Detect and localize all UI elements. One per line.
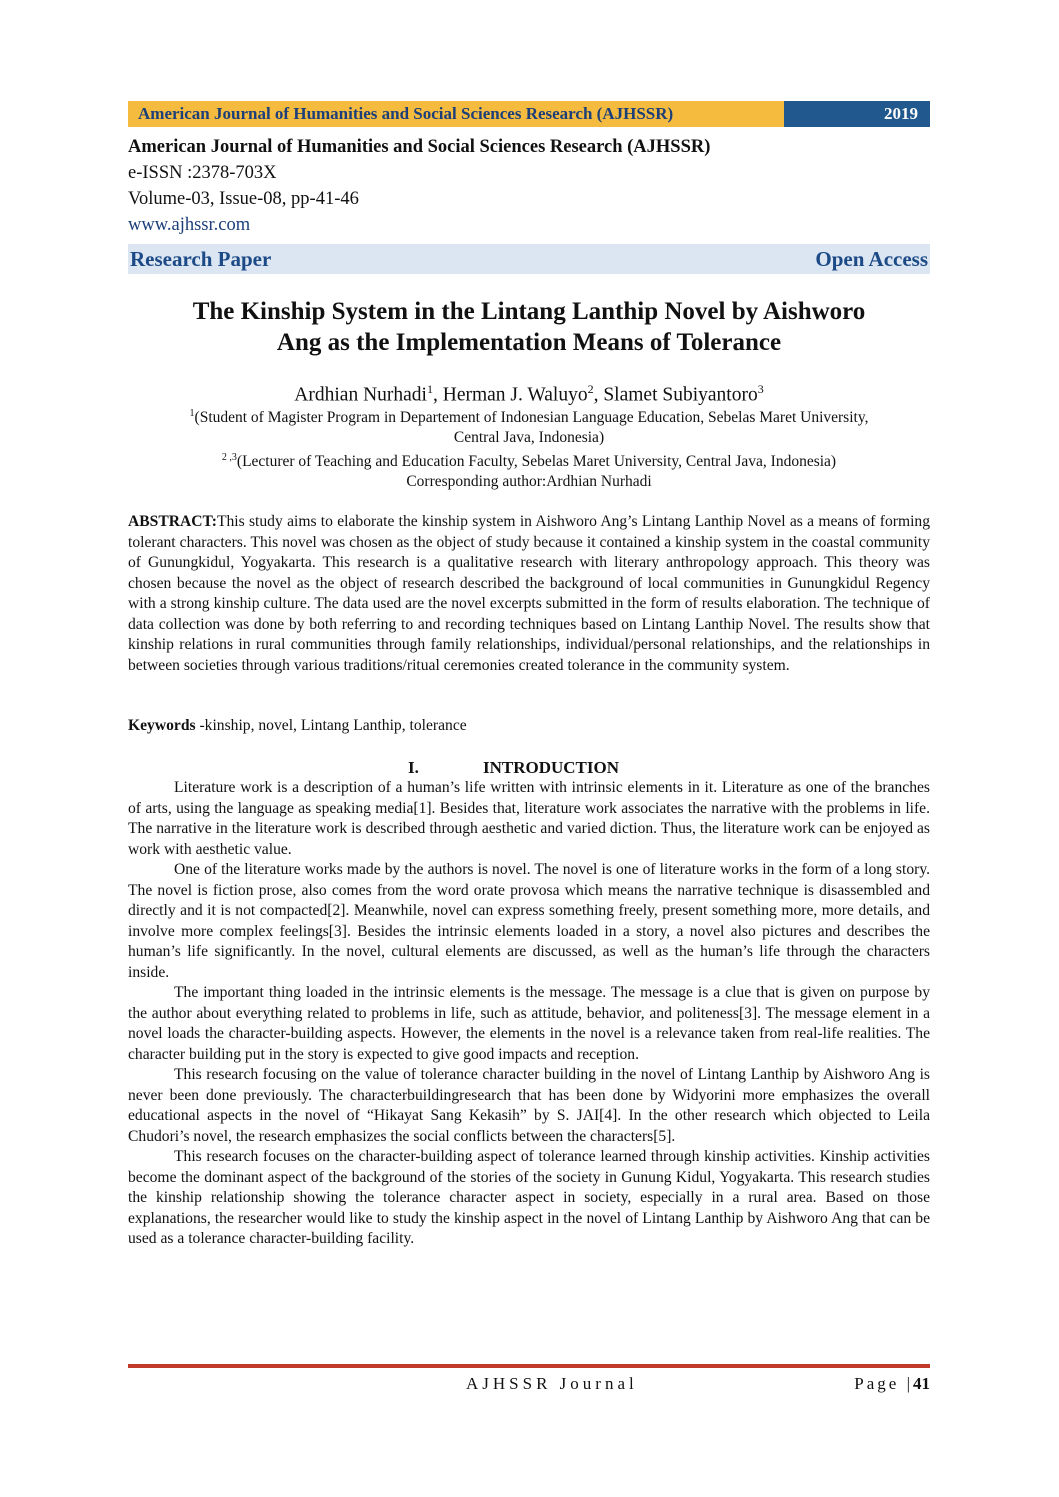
- author-sup: 1: [426, 382, 433, 396]
- paper-type: Research Paper: [130, 246, 272, 271]
- footer-rule: [128, 1364, 930, 1368]
- volume-issue: Volume-03, Issue-08, pp-41-46: [128, 189, 359, 209]
- paper-title: [128, 296, 930, 358]
- paper-type-bar: [128, 244, 930, 274]
- introduction-body: [128, 778, 930, 1250]
- footer-journal: AJHSSR Journal: [466, 1374, 638, 1393]
- section-number: I.: [408, 758, 419, 777]
- journal-website-link[interactable]: www.ajhssr.com: [128, 215, 251, 235]
- body-paragraph: Literature work is a description of a human’s life written with intrinsic elements in it. Literature as one of the branches of arts, using the language as speaking media[1]. Besides that, literature work associates the narrative with the problems in life. The narrative in the literature work is described through aesthetic and varied diction. Thus, the literature work can be enjoyed as work with aesthetic value.: [128, 779, 930, 858]
- abstract-label: ABSTRACT:: [128, 513, 217, 530]
- abstract-text: This study aims to elaborate the kinship system in Aishworo Ang’s Lintang Lanthip Novel as a means of forming tolerant characters. This novel was chosen as the object of study because it contained a kinship system in the coastal community of Gunungkidul, Yogyakarta. This research is a qualitative research with literary anthropology approach. This theory was chosen because the novel as the object of research described the background of local communities in Gunungkidul Regency with a strong kinship culture. The data used are the novel excerpts submitted in the form of results elaboration. The technique of data collection was done by both referring to and recording techniques based on Lintang Lanthip Novel. The results show that kinship relations in rural communities through family relationships, individual/personal relationships, and the relationships in between societies through various traditions/ritual ceremonies created tolerance in the community system.: [128, 513, 930, 674]
- author-name: Herman J. Waluyo: [442, 384, 588, 406]
- author-sup: 2: [587, 382, 594, 396]
- page-label: Page |: [854, 1374, 913, 1393]
- running-header-band: [128, 101, 930, 127]
- open-access-label: Open Access: [815, 246, 928, 271]
- author-name: Slamet Subiyantoro: [603, 384, 758, 406]
- page-number-block: [854, 1374, 930, 1394]
- keywords: [128, 716, 930, 736]
- author-name: Ardhian Nurhadi: [294, 384, 427, 406]
- body-paragraph: This research focusing on the value of tolerance character building in the novel of Lintang Lanthip by Aishworo Ang is never been done previously. The characterbuildingresearch that has been done by Widyorini more emphasizes the overall educational aspects in the novel of “Hikayat Sang Kekasih” by S. JAI[4]. In the other research which objected to Leila Chudori’s novel, the research emphasizes the social conflicts between the characters[5].: [128, 1066, 930, 1145]
- issn: e-ISSN :2378-703X: [128, 163, 277, 183]
- section-name: INTRODUCTION: [483, 758, 620, 777]
- affiliation-sup: 1: [189, 408, 195, 419]
- body-paragraph: One of the literature works made by the authors is novel. The novel is one of literature works in the form of a long story. The novel is fiction prose, also comes from the word orate provosa which means the narrative technique is disassembled and directly and it is not compacted[2]. Meanwhile, novel can express something freely, present something more, more details, and involve more complex feelings[3]. Besides the intrinsic elements loaded in a story, a novel also pictures and describes the human’s life significantly. In the novel, cultural elements are discussed, as well as the human’s life through the characters inside.: [128, 861, 930, 981]
- running-header-journal: American Journal of Humanities and Social Sciences Research (AJHSSR): [128, 101, 784, 127]
- affiliations: [128, 404, 930, 492]
- page-number: 41: [913, 1374, 930, 1393]
- journal-name: American Journal of Humanities and Social Sciences Research (AJHSSR): [128, 137, 711, 157]
- author-list: Ardhian Nurhadi$^1$, Herman J. Waluyo$^2$, Slamet Subiyantoro$^3$: [294, 382, 764, 406]
- affiliation-1: (Student of Magister Program in Departement of Indonesian Language Education, Sebelas Maret University,: [194, 409, 869, 427]
- keywords-label: Keywords: [128, 717, 196, 734]
- running-header-year: 2019: [784, 101, 930, 127]
- journal-meta: [128, 134, 930, 238]
- author-sup: 3: [757, 382, 764, 396]
- abstract: [128, 512, 930, 676]
- corresponding-author: Corresponding author:Ardhian Nurhadi: [406, 473, 652, 491]
- keywords-text: -kinship, novel, Lintang Lanthip, tolerance: [195, 717, 467, 734]
- affiliation-sup: 2 ,3: [221, 452, 237, 464]
- affiliation-2: (Lecturer of Teaching and Education Faculty, Sebelas Maret University, Central Java, Indonesia): [236, 453, 837, 471]
- body-paragraph: The important thing loaded in the intrinsic elements is the message. The message is a clue that is given on purpose by the author about everything related to problems in life, such as attitude, behavior, and politeness[3]. The message element in a novel loads the character-building aspects. However, the elements in the novel is a relevance taken from real-life realities. The character building put in the story is expected to give good impacts and reception.: [128, 984, 930, 1063]
- body-paragraph: This research focuses on the character-building aspect of tolerance learned through kinship activities. Kinship activities become the dominant aspect of the background of the stories of the society in Gunung Kidul, Yogyakarta. This research studies the kinship relationship showing the tolerance character aspect in society, especially in a rural area. Based on those explanations, the researcher would like to study the kinship aspect in the novel of Lintang Lanthip by Aishworo Ang that can be used as a tolerance character-building facility.: [128, 1148, 930, 1247]
- affiliation-1-cont: Central Java, Indonesia): [453, 429, 605, 447]
- paper-title-line: Ang as the Implementation Means of Tolerance: [276, 329, 782, 356]
- paper-title-line: The Kinship System in the Lintang Lanthip Novel by Aishworo: [192, 298, 866, 325]
